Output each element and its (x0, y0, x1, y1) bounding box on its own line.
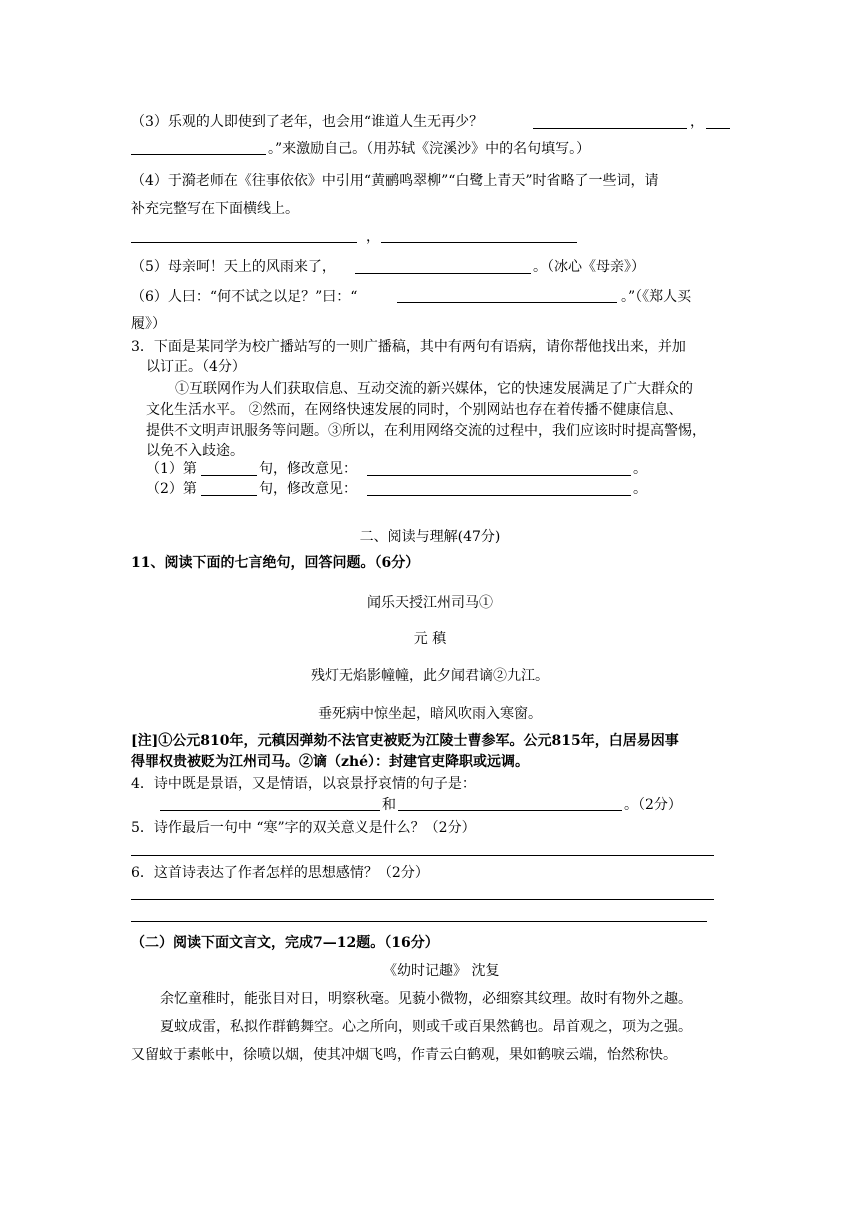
poem-line1: 残灯无焰影幢幢，此夕闻君谪②九江。 (311, 668, 549, 684)
q5-blank[interactable] (355, 273, 531, 274)
q6-lead: （6）人曰：“何不试之以足？”曰：“ (131, 289, 358, 305)
part2-p3: 又留蚊于素帐中，徐喷以烟，使其冲烟飞鸣，作青云白鹤观，果如鹤唳云端，怡然称快。 (131, 1047, 677, 1063)
item3-answer2-a: （2）第 (146, 481, 197, 497)
q4-blank-2[interactable] (381, 242, 577, 243)
item3-line2: 以订正。（4分） (146, 359, 246, 375)
q3-line1 (131, 113, 483, 131)
item3-answer1-blank-num[interactable] (201, 475, 257, 476)
section2-title: 二、阅读与理解(47分) (359, 529, 501, 545)
q6-line2: 履》） (131, 316, 166, 332)
q6b-line1: 6．这首诗表达了作者怎样的思想感情？（2分） (131, 865, 429, 881)
item3-answer1-a: （1）第 (146, 461, 197, 477)
item3-answer2-blank-num[interactable] (201, 495, 257, 496)
q4-line2: 补充完整写在下面横线上。 (131, 201, 299, 217)
q4-blank-1[interactable] (131, 242, 357, 243)
q4-sep: ， (366, 229, 380, 245)
q5-lead: （5）母亲呵！天上的风雨来了， (131, 259, 336, 275)
q6-tail: 。”（《郑人买 (621, 289, 692, 305)
q4b-blank-1[interactable] (160, 810, 380, 811)
part2-heading: （二）阅读下面文言文，完成7—12题。（16分） (131, 935, 439, 951)
poem-line2: 垂死病中惊坐起，暗风吹雨入寒窗。 (318, 706, 542, 722)
q4b-and: 和 (382, 797, 396, 813)
q3-blank-1[interactable] (533, 128, 687, 129)
item3-answer2-b: 句，修改意见： (259, 481, 357, 497)
part2-p2: 夏蚊成雷，私拟作群鹤舞空。心之所向，则或千或百果然鹤也。昂首观之，项为之强。 (160, 1019, 692, 1035)
q4b-score: 。（2分） (624, 797, 682, 813)
item3-answer1-blank-fix[interactable] (367, 475, 631, 476)
q4b-line1: 4．诗中既是景语，又是情语，以哀景抒哀情的句子是： (131, 776, 476, 792)
item3-answer2-c: 。 (633, 481, 647, 497)
q6-blank[interactable] (397, 302, 617, 303)
q5-tail: 。（冰心《母亲》） (533, 259, 645, 275)
q6b-answer-line-2[interactable] (131, 921, 707, 922)
q3-line2: 。”来激励自己。（用苏轼《浣溪沙》中的名句填写。） (268, 141, 591, 157)
poem-title: 闻乐天授江州司马① (367, 595, 493, 611)
q3-comma: ， (690, 114, 704, 130)
item3-passage1: ①互联网作为人们获取信息、互动交流的新兴媒体，它的快速发展满足了广大群众的 (175, 381, 693, 397)
item3-passage3: 提供不文明声讯服务等问题。③所以，在利用网络交流的过程中，我们应该时时提高警惕， (146, 423, 706, 439)
poem-author: 元 稹 (413, 631, 447, 647)
part2-p1: 余忆童稚时，能张目对日，明察秋毫。见藐小微物，必细察其纹理。故时有物外之趣。 (160, 991, 692, 1007)
item3-line1: 3．下面是某同学为校广播站写的一则广播稿，其中有两句有语病，请你帮他找出来，并加 (131, 339, 686, 355)
q5b-answer-line[interactable] (131, 855, 714, 856)
item3-answer1-c: 。 (633, 461, 647, 477)
note-line1: [注]①公元810年，元稹因弹劾不法官吏被贬为江陵士曹参军。公元815年，白居易因事 (131, 733, 679, 749)
q3-blank-2b[interactable] (131, 154, 266, 155)
q4b-blank-2[interactable] (398, 810, 622, 811)
item3-passage2: 文化生活水平。 ②然而，在网络快速发展的同时，个别网站也存在着传播不健康信息、 (146, 402, 683, 418)
part2-title: 《幼时记趣》 沈复 (383, 963, 500, 979)
note-line2: 得罪权贵被贬为江州司马。②谪（zhé）：封建官吏降职或远调。 (131, 754, 530, 770)
item3-answer1-b: 句，修改意见： (259, 461, 357, 477)
q11-heading: 11、阅读下面的七言绝句，回答问题。（6分） (131, 555, 420, 571)
item3-answer2-blank-fix[interactable] (367, 495, 631, 496)
q4-line1: （4）于漪老师在《往事依依》中引用“黄鹂鸣翠柳”“白鹭上青天”时省略了一些词，请 (131, 173, 659, 189)
q6b-answer-line-1[interactable] (131, 899, 714, 900)
q5b-line1: 5．诗作最后一句中 “寒”字的双关意义是什么？（2分） (131, 820, 476, 836)
q3-text: （3）乐观的人即使到了老年，也会用“谁道人生无再少？ (131, 114, 484, 130)
q3-blank-2a[interactable] (706, 128, 730, 129)
item3-passage4: 以免不入歧途。 (146, 443, 244, 459)
